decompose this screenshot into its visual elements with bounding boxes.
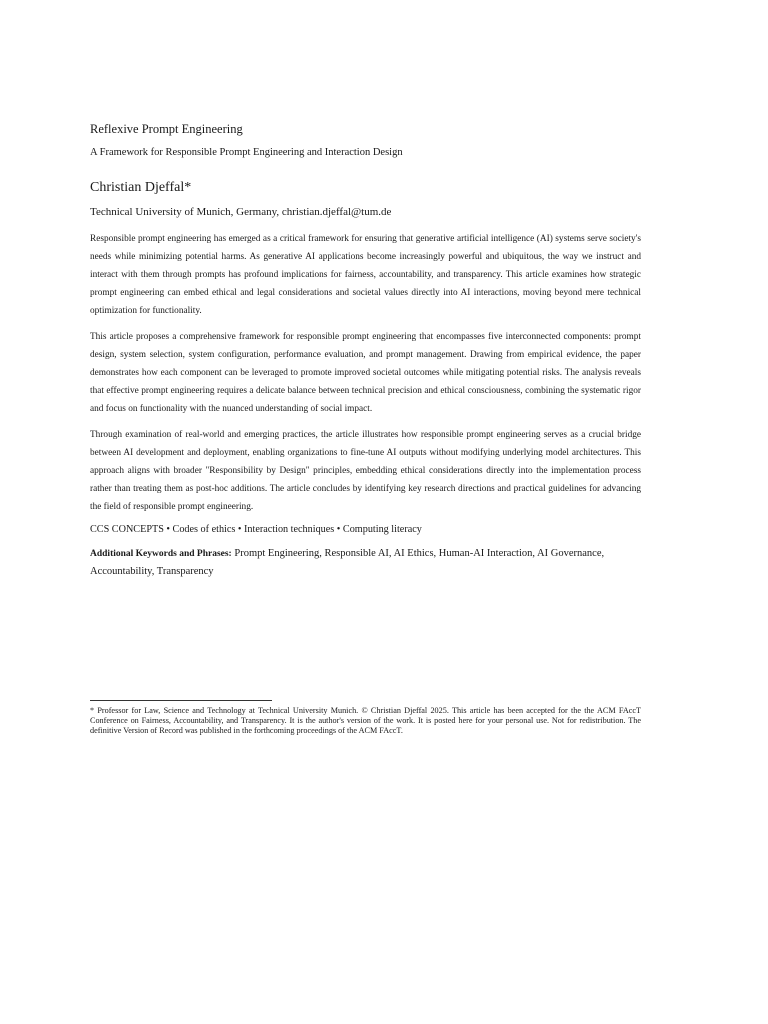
abstract-paragraph: Through examination of real-world and emerging practices, the article illustrates how responsible prompt engineering serves as a crucial bridge between AI development and deployment, enabling organizations to fine-tune AI outputs without modifying underlying model architectures. This approach aligns with broader "Responsibility by Design" principles, embedding ethical considerations directly into the implementation process rather than treating them as post-hoc additions. The article concludes by identifying key research directions and practical guidelines for advancing the field of responsible prompt engineering.	[90, 430, 641, 512]
abstract-paragraph: Responsible prompt engineering has emerged as a critical framework for ensuring that generative artificial intelligence (AI) systems serve society's needs while minimizing potential harms. As generative AI applications become increasingly powerful and ubiquitous, the way we instruct and interact with them through prompts has profound implications for fairness, accountability, and transparency. This article examines how strategic prompt engineering can embed ethical and legal considerations and societal values directly into AI interactions, moving beyond mere technical optimization for functionality.	[90, 234, 641, 316]
author-affiliation: Technical University of Munich, Germany, christian.djeffal@tum.de	[90, 206, 392, 218]
footnote-divider	[90, 700, 272, 701]
keywords-label: Additional Keywords and Phrases:	[90, 549, 232, 559]
paper-subtitle: A Framework for Responsible Prompt Engineering and Interaction Design	[90, 147, 403, 158]
abstract-paragraph: This article proposes a comprehensive framework for responsible prompt engineering that encompasses five interconnected components: prompt design, system selection, system configuration, performance evaluation, and prompt management. Drawing from empirical evidence, the paper demonstrates how each component can be leveraged to promote improved societal outcomes while mitigating potential risks. The analysis reveals that effective prompt engineering requires a delicate balance between technical precision and ethical consciousness, combining the systematic rigor and focus on functionality with the nuanced understanding of social impact.	[90, 332, 641, 414]
paper-title: Reflexive Prompt Engineering	[90, 122, 243, 136]
ccs-concepts: CCS CONCEPTS • Codes of ethics • Interaction techniques • Computing literacy	[90, 524, 422, 535]
paper-front-matter	[90, 118, 641, 581]
abstract	[90, 230, 641, 516]
keywords	[90, 545, 641, 581]
keywords-list: Prompt Engineering, Responsible AI, AI Ethics, Human-AI Interaction, AI Governance, Accountability, Transparency	[90, 548, 605, 577]
author-footnote: * Professor for Law, Science and Technology at Technical University Munich. © Christian Djeffal 2025. This article has been accepted for the the ACM FAccT Conference on Fairness, Accountability, and Transparency. It is the author's version of the work. It is posted here for your personal use. Not for redistribution. The definitive Version of Record was published in the forthcoming proceedings of the ACM FAccT.	[90, 706, 641, 735]
author-name: Christian Djeffal*	[90, 180, 192, 195]
